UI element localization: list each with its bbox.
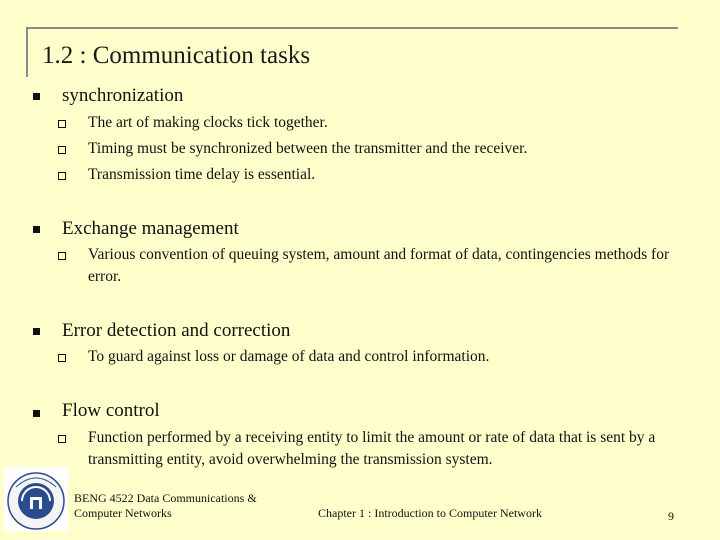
section-heading: synchronization: [62, 85, 184, 106]
bullet-square-icon: [33, 328, 40, 335]
section-item: The art of making clocks tick together.: [88, 114, 328, 131]
bullet-square-icon: [33, 93, 40, 100]
section-item: Transmission time delay is essential.: [88, 166, 316, 183]
university-seal-icon: [4, 467, 68, 531]
footer-course: BENG 4522 Data Communications & Computer Networks: [74, 491, 257, 520]
bullet-square-icon: [33, 410, 40, 417]
bullet-hollow-square-icon: [58, 120, 66, 128]
footer-chapter: Chapter 1 : Introduction to Computer Network: [318, 506, 542, 520]
section-item: Timing must be synchronized between the transmitter and the receiver.: [88, 140, 528, 157]
bullet-hollow-square-icon: [58, 354, 66, 362]
section-heading: Flow control: [62, 400, 160, 421]
footer-page-number: 9: [668, 509, 674, 523]
section-item: Various convention of queuing system, amount and format of data, contingencies methods for error.: [88, 246, 670, 285]
section-item: Function performed by a receiving entity to limit the amount or rate of data that is sent by a transmitting entity, avoid overwhelming the transmission system.: [88, 429, 656, 468]
section-heading: Exchange management: [62, 218, 239, 239]
bullet-square-icon: [33, 226, 40, 233]
section-item: To guard against loss or damage of data and control information.: [88, 348, 490, 365]
bullet-hollow-square-icon: [58, 435, 66, 443]
section-heading: Error detection and correction: [62, 320, 291, 341]
bullet-hollow-square-icon: [58, 146, 66, 154]
slide-title: 1.2 : Communication tasks: [42, 42, 311, 69]
bullet-hollow-square-icon: [58, 172, 66, 180]
bullet-hollow-square-icon: [58, 252, 66, 260]
